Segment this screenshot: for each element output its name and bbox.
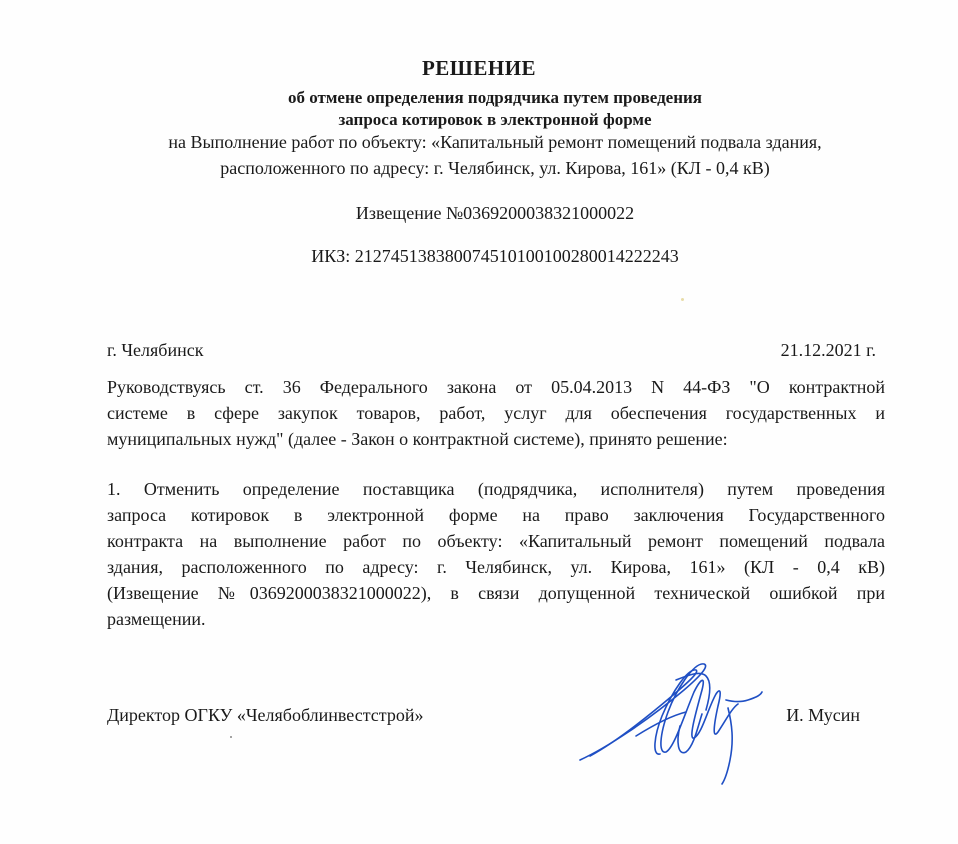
paragraph-line: размещении.	[107, 609, 206, 629]
document-subtitle-line2: запроса котировок в электронной форме	[338, 110, 652, 129]
paragraph-line: 1. Отменить определение поставщика (подрядчика, исполнителя) путем проведения	[107, 479, 885, 499]
paragraph-line: запроса котировок в электронной форме на право заключения Государственного	[107, 505, 885, 525]
paragraph-preamble	[107, 374, 885, 452]
paragraph-line: здания, расположенного по адресу: г. Челябинск, ул. Кирова, 161» (КЛ - 0,4 кВ)	[107, 557, 885, 577]
paper-speck	[230, 736, 232, 738]
subject-line1: на Выполнение работ по объекту: «Капитальный ремонт помещений подвала здания,	[168, 132, 822, 152]
paragraph-line: системе в сфере закупок товаров, работ, услуг для обеспечения государственных и	[107, 403, 885, 423]
paragraph-line: (Извещение №0369200038321000022), в связи допущенной технической ошибкой при	[107, 583, 885, 603]
ikz-code: ИКЗ: 212745138380074510100100280014222243	[311, 246, 679, 266]
paragraph-line: муниципальных нужд" (далее - Закон о контрактной системе), принято решение:	[107, 429, 728, 449]
handwritten-signature	[576, 656, 766, 786]
signatory-position: Директор ОГКУ «Челябоблинвестстрой»	[107, 705, 424, 725]
city: г. Челябинск	[107, 340, 204, 360]
notice-number: Извещение №0369200038321000022	[355, 203, 635, 223]
document-subtitle-line1: об отмене определения подрядчика путем проведения	[287, 88, 703, 107]
paragraph-line: контракта на выполнение работ по объекту: «Капитальный ремонт помещений подвала	[107, 531, 885, 551]
signatory-name: И. Мусин	[786, 705, 860, 725]
paragraph-decision	[107, 476, 885, 632]
paper-speck	[681, 298, 684, 301]
subject-line2: расположенного по адресу: г. Челябинск, ул. Кирова, 161» (КЛ - 0,4 кВ)	[220, 158, 770, 178]
paragraph-line: Руководствуясь ст. 36 Федерального закона от 05.04.2013 N 44-ФЗ "О контрактной	[107, 377, 885, 397]
document-title: РЕШЕНИЕ	[421, 56, 537, 80]
document-date: 21.12.2021 г.	[780, 340, 876, 360]
